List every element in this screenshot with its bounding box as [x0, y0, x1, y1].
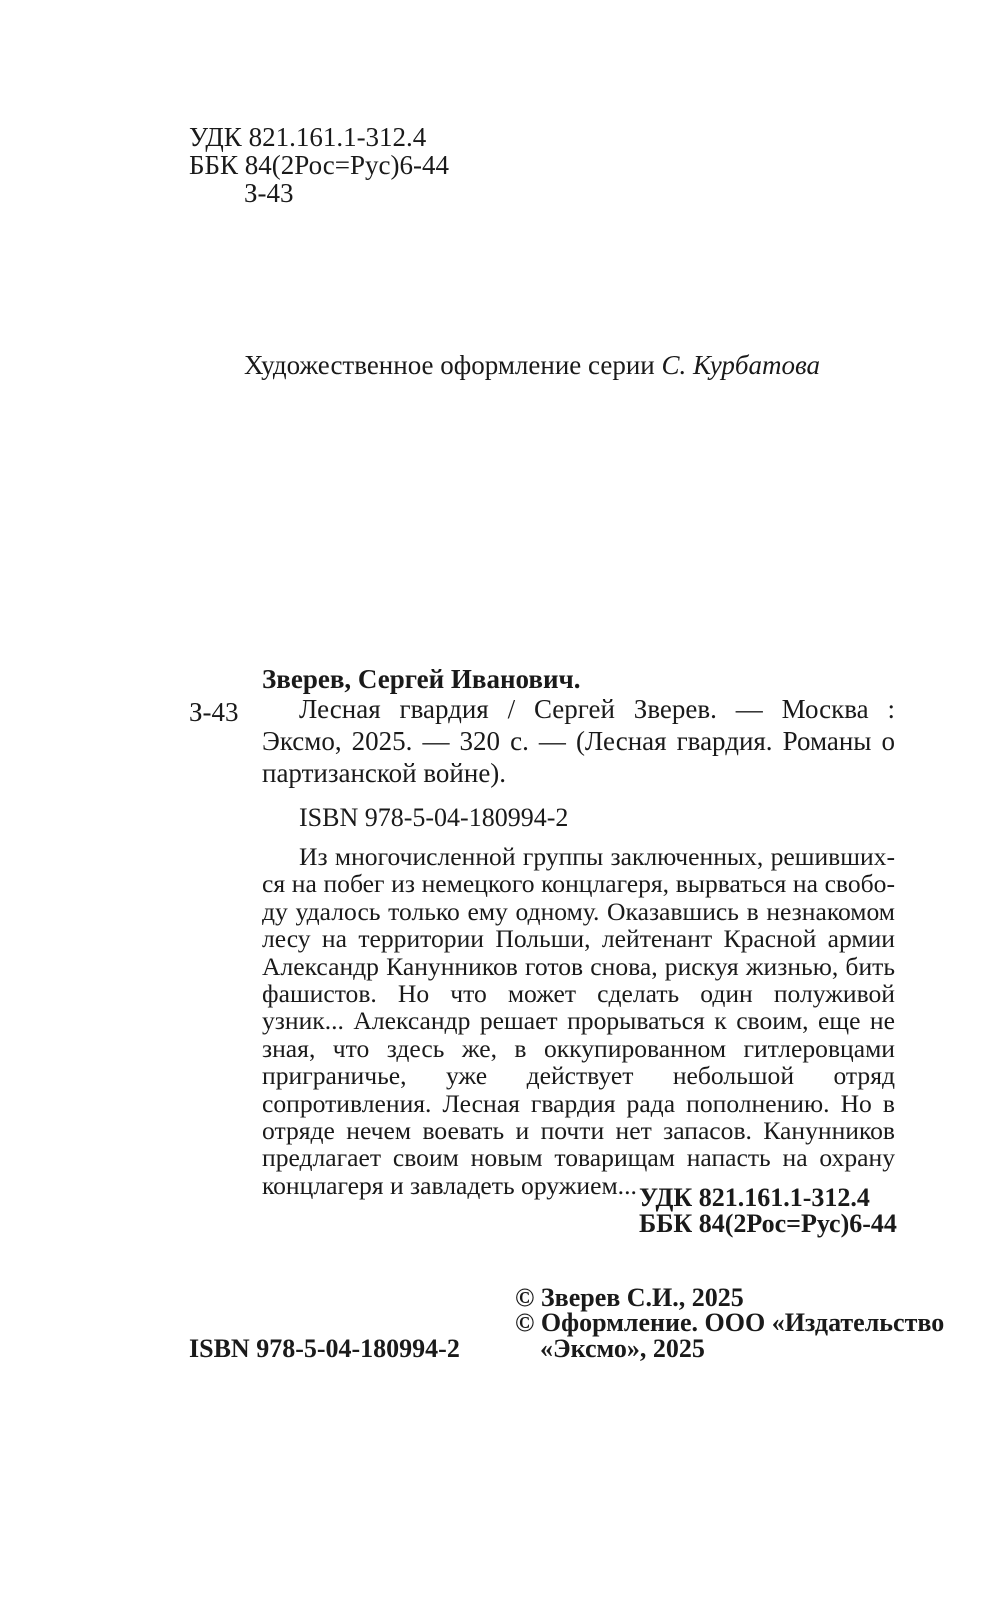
- author-mark-entry: З-43: [189, 697, 239, 727]
- isbn-entry: ISBN 978-5-04-180994-2: [299, 803, 569, 832]
- copyright-design-line2: «Эксмо», 2025: [540, 1334, 705, 1363]
- abstract: Из многочисленной группы заключенных, решившихся на побег из немецкого концлагеря, вырваться на свободу удалось только ему одному. Оказавшись в незнакомом лесу на территории Польши, лейтенант Красной армии Александр Канунников готов снова, рискуя жизнью, бить фашистов. Но что может сделать один полуживой узник... Александр решает прорываться к своим, еще не зная, что здесь же, в оккупированном гитлеровцами приграничье, уже действует небольшой отряд сопротивления. Лесная гвардия рада пополнению. Но в отряде нечем воевать и почти нет запасов. Канунников предлагает своим новым товарищам напасть на охрану концлагеря и завладеть оружием...: [262, 842, 895, 1200]
- design-credit-prefix: Художественное оформление серии: [244, 350, 662, 380]
- author-heading: Зверев, Сергей Иванович.: [262, 664, 581, 694]
- isbn-footer: ISBN 978-5-04-180994-2: [189, 1334, 460, 1363]
- udk-top: УДК 821.161.1-312.4: [189, 122, 427, 152]
- author-mark-top: З-43: [244, 178, 294, 208]
- bibliographic-description: Лесная гвардия / Сергей Зверев. — Москва : Эксмо, 2025. — 320 с. — (Лесная гвардия. Романы о партизанской войне).: [262, 694, 895, 788]
- bbk-bottom: ББК 84(2Рос=Рус)6-44: [639, 1209, 897, 1238]
- design-credit: [244, 350, 820, 380]
- design-credit-artist: С. Курбатова: [661, 350, 821, 380]
- copyright-design-line1: © Оформление. ООО «Издательство: [515, 1308, 945, 1337]
- bbk-top: ББК 84(2Рос=Рус)6-44: [189, 150, 449, 180]
- udk-bottom: УДК 821.161.1-312.4: [639, 1183, 870, 1212]
- copyright-author: © Зверев С.И., 2025: [515, 1283, 744, 1312]
